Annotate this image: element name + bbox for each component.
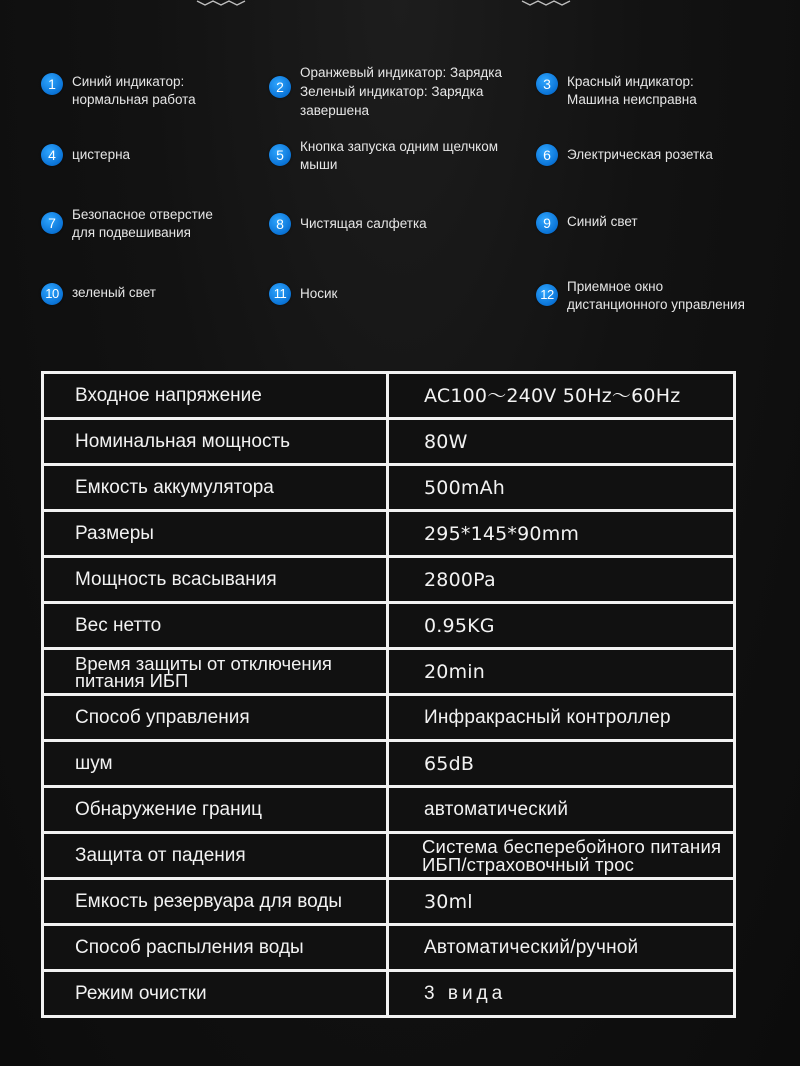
spec-label: Емкость резервуара для воды — [43, 879, 388, 925]
spec-value: Автоматический/ручной — [388, 925, 735, 971]
spec-label: шум — [43, 741, 388, 787]
number-badge: 3 — [536, 73, 558, 95]
spec-value: 0.95KG — [388, 603, 735, 649]
top-decoration-right — [520, 0, 580, 6]
spec-value: 65dB — [388, 741, 735, 787]
spec-value: AC100～240V 50Hz～60Hz — [388, 373, 735, 419]
legend-text: Приемное окно дистанционного управления — [567, 279, 745, 312]
legend-item-9 — [536, 212, 638, 234]
spec-label: Мощность всасывания — [43, 557, 388, 603]
table-row — [43, 649, 735, 695]
spec-value: Система бесперебойного питания ИБП/страховочный трос — [388, 833, 735, 879]
spec-value: 2800Pa — [388, 557, 735, 603]
spec-value: 20min — [388, 649, 735, 695]
table-row — [43, 419, 735, 465]
number-badge: 5 — [269, 144, 291, 166]
spec-table — [41, 371, 736, 1018]
legend-item-7 — [41, 206, 213, 242]
spec-label: Режим очистки — [43, 971, 388, 1017]
legend-item-3 — [536, 73, 697, 109]
number-badge: 9 — [536, 212, 558, 234]
spec-label: Емкость аккумулятора — [43, 465, 388, 511]
legend-text: Электрическая розетка — [567, 147, 713, 162]
legend-text: Красный индикатор: Машина неисправна — [567, 74, 697, 107]
legend-item-10 — [41, 283, 156, 305]
legend-text: Безопасное отверстие для подвешивания — [72, 207, 213, 240]
spec-label: Время защиты от отключения питания ИБП — [43, 649, 388, 695]
legend-item-8 — [269, 213, 427, 235]
legend-item-12 — [536, 278, 745, 314]
spec-label: Входное напряжение — [43, 373, 388, 419]
spec-label: Обнаружение границ — [43, 787, 388, 833]
spec-label: Способ распыления воды — [43, 925, 388, 971]
legend-item-1 — [41, 73, 196, 109]
table-row — [43, 925, 735, 971]
legend-item-5 — [269, 138, 498, 174]
legend-text: цистерна — [72, 147, 131, 162]
spec-value: 295*145*90mm — [388, 511, 735, 557]
number-badge: 8 — [269, 213, 291, 235]
top-decoration-left — [195, 0, 255, 6]
number-badge: 10 — [41, 283, 63, 305]
legend-text: Кнопка запуска одним щелчком мыши — [300, 139, 499, 172]
spec-label: Номинальная мощность — [43, 419, 388, 465]
legend-item-6 — [536, 144, 713, 166]
legend-text: зеленый свет — [72, 285, 156, 300]
legend-text: Синий индикатор: нормальная работа — [72, 74, 196, 107]
table-row — [43, 557, 735, 603]
table-row — [43, 373, 735, 419]
spec-value: 3 вида — [388, 971, 735, 1017]
table-row — [43, 603, 735, 649]
legend-text: Синий свет — [567, 214, 638, 229]
spec-value: Инфракрасный контроллер — [388, 695, 735, 741]
number-badge: 2 — [269, 76, 291, 98]
table-row — [43, 465, 735, 511]
spec-label: Размеры — [43, 511, 388, 557]
spec-value: 30ml — [388, 879, 735, 925]
legend-item-11 — [269, 283, 337, 305]
table-row — [43, 971, 735, 1017]
table-row — [43, 787, 735, 833]
number-badge: 7 — [41, 212, 63, 234]
legend-text: Оранжевый индикатор: Зарядка Зеленый индикатор: Зарядка завершена — [300, 65, 502, 118]
number-badge: 4 — [41, 144, 63, 166]
legend-text: Носик — [300, 286, 338, 301]
spec-value: автоматический — [388, 787, 735, 833]
spec-value: 500mAh — [388, 465, 735, 511]
table-row — [43, 741, 735, 787]
spec-label: Защита от падения — [43, 833, 388, 879]
table-row — [43, 879, 735, 925]
legend-item-4 — [41, 144, 130, 166]
number-badge: 1 — [41, 73, 63, 95]
number-badge: 12 — [536, 284, 558, 306]
number-badge: 11 — [269, 283, 291, 305]
spec-label: Способ управления — [43, 695, 388, 741]
legend-text: Чистящая салфетка — [300, 216, 427, 231]
table-row — [43, 695, 735, 741]
spec-label: Вес нетто — [43, 603, 388, 649]
spec-value: 80W — [388, 419, 735, 465]
table-row — [43, 833, 735, 879]
table-row — [43, 511, 735, 557]
legend-item-2 — [269, 65, 502, 120]
number-badge: 6 — [536, 144, 558, 166]
